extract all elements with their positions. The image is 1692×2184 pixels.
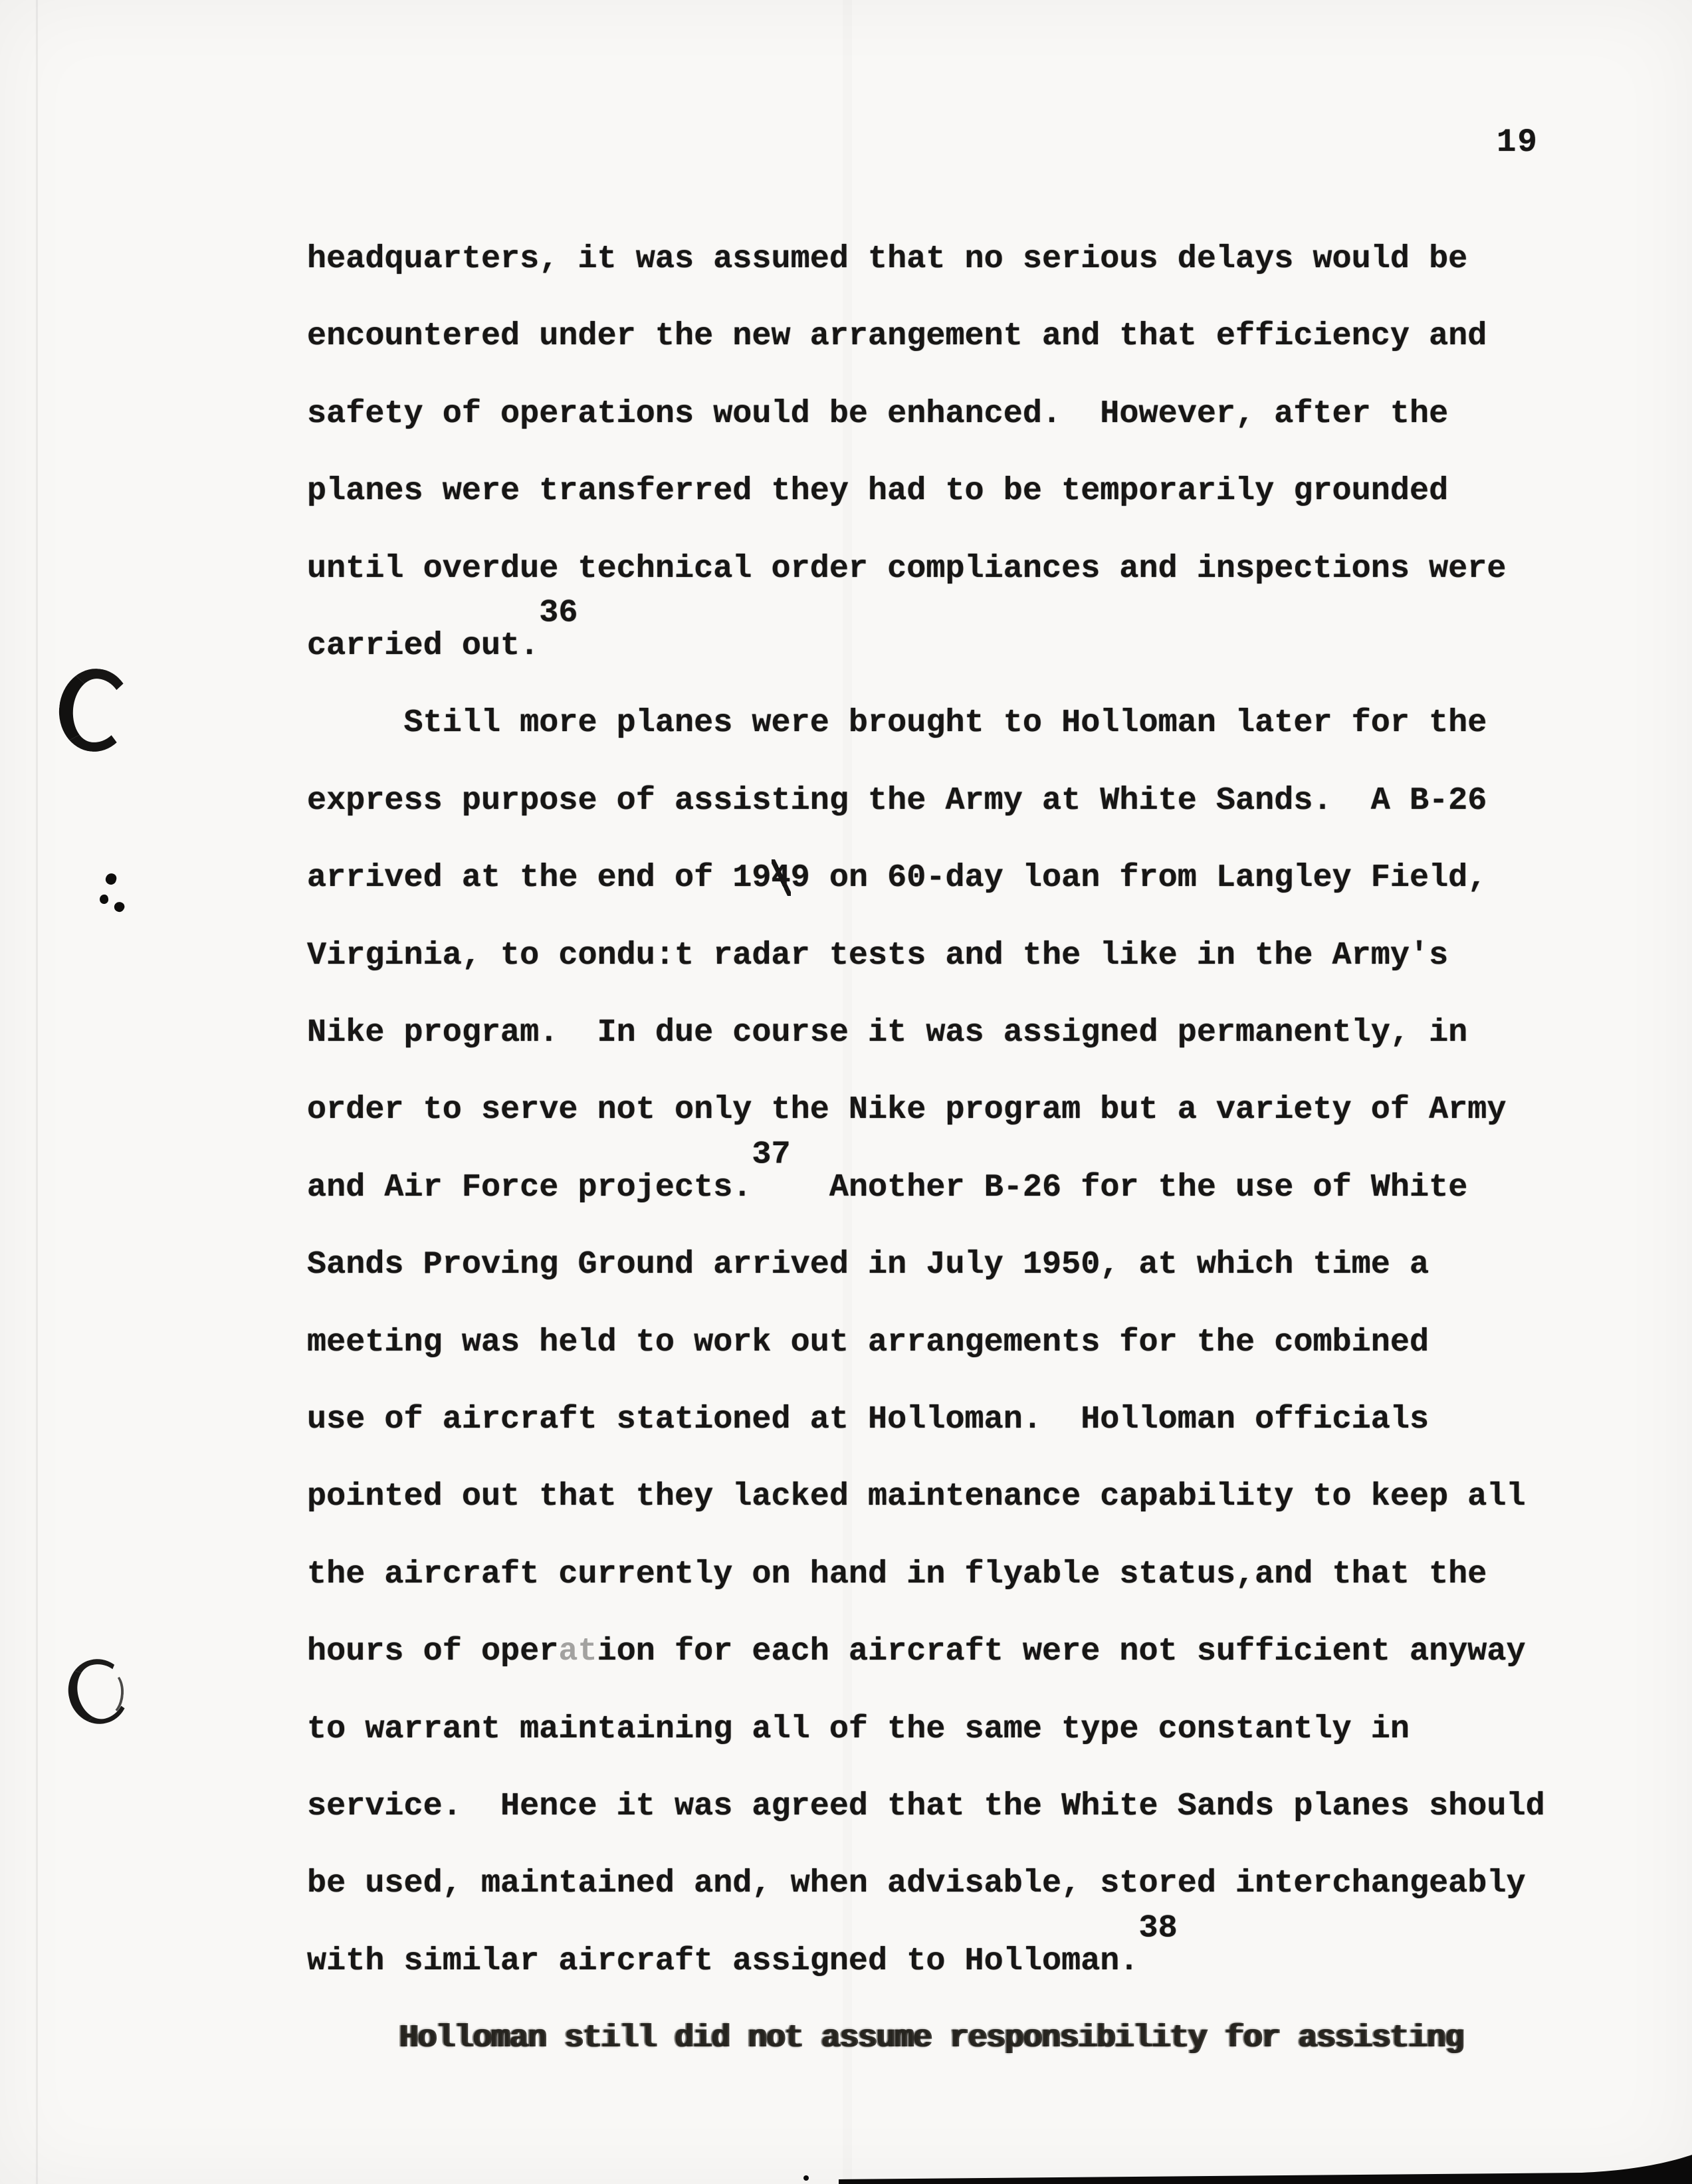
text-line (307, 2022, 1463, 2055)
text-line (307, 1910, 1178, 1979)
text-run: pointed out that they lacked maintenance capability to keep all (307, 1478, 1526, 1515)
text-run: order to serve not only the Nike program but a variety of Army (307, 1091, 1507, 1128)
scan-edge-shadow (0, 2144, 1692, 2184)
text-line (307, 1014, 1468, 1051)
text-line (307, 937, 1449, 974)
text-line (307, 1324, 1429, 1361)
text-line (307, 1401, 1429, 1438)
ring-ink-stain (68, 1659, 128, 1724)
text-run: Still more planes were brought to Holloman later for the (307, 705, 1487, 741)
text-line (307, 475, 1448, 508)
text-run: meeting was held to work out arrangements for the combined (307, 1324, 1429, 1361)
text-line (307, 1136, 1468, 1206)
text-run: ion for each aircraft were not sufficient anyway (597, 1633, 1526, 1670)
text-line (307, 550, 1507, 587)
text-run: Virginia, to condu:t radar tests and the like in the Army's (307, 937, 1449, 974)
text-run: with similar aircraft assigned to Holloman. (307, 1943, 1139, 1979)
text-line (307, 243, 1467, 276)
text-run: safety of operations would be enhanced. However, after the (307, 395, 1449, 432)
text-run: encountered under the new arrangement and that efficiency and (307, 318, 1487, 354)
text-run: Another B-26 for the use of White (790, 1169, 1468, 1206)
text-run: Sands Proving Ground arrived in July 1950, at which time a (307, 1246, 1429, 1283)
text-line (307, 1788, 1545, 1824)
text-line (307, 1865, 1526, 1902)
text-run: be used, maintained and, when advisable, stored interchangeably (307, 1865, 1526, 1902)
text-run: hours of oper (307, 1633, 559, 1670)
text-line (307, 1091, 1507, 1128)
text-run: at (558, 1633, 597, 1670)
page-number: 19 (1497, 124, 1538, 161)
text-run: the aircraft currently on hand in flyable status,and that the (307, 1556, 1487, 1592)
text-line (307, 1246, 1429, 1283)
text-line (307, 1633, 1526, 1670)
text-run: carried out. (307, 627, 540, 664)
text-run: Holloman still did not assume responsibility for assisting (307, 2020, 1463, 2056)
text-line (307, 320, 1487, 353)
text-run: arrived at the end of 19 (307, 859, 772, 896)
text-run: service. Hence it was agreed that the White Sands planes should (307, 1788, 1545, 1824)
text-run: until overdue technical order compliances and inspections were (307, 550, 1507, 587)
text-run: planes were transferred they had to be temporarily grounded (307, 473, 1449, 509)
text-run: and Air Force projects. (307, 1169, 752, 1206)
text-run: use of aircraft stationed at Holloman. Holloman officials (307, 1401, 1429, 1438)
text-line (307, 1478, 1526, 1515)
text-run: 4 (771, 859, 791, 896)
text-line (307, 1713, 1410, 1746)
text-line (307, 782, 1487, 819)
text-line (307, 707, 1487, 740)
text-run: 9 on 60-day loan from Langley Field, (790, 859, 1487, 896)
footnote-ref: 37 (752, 1136, 791, 1173)
text-run: express purpose of assisting the Army at White Sands. A B-26 (307, 782, 1487, 819)
text-run: headquarters, it was assumed that no serious delays would be (307, 241, 1468, 277)
text-line (307, 594, 578, 664)
text-run: Nike program. In due course it was assigned permanently, in (307, 1014, 1468, 1051)
text-line (307, 1556, 1487, 1592)
footnote-ref: 36 (539, 594, 578, 631)
footnote-ref: 38 (1138, 1910, 1178, 1947)
text-line (307, 395, 1449, 432)
text-run: to warrant maintaining all of the same type constantly in (307, 1711, 1410, 1747)
text-line (307, 859, 1487, 896)
